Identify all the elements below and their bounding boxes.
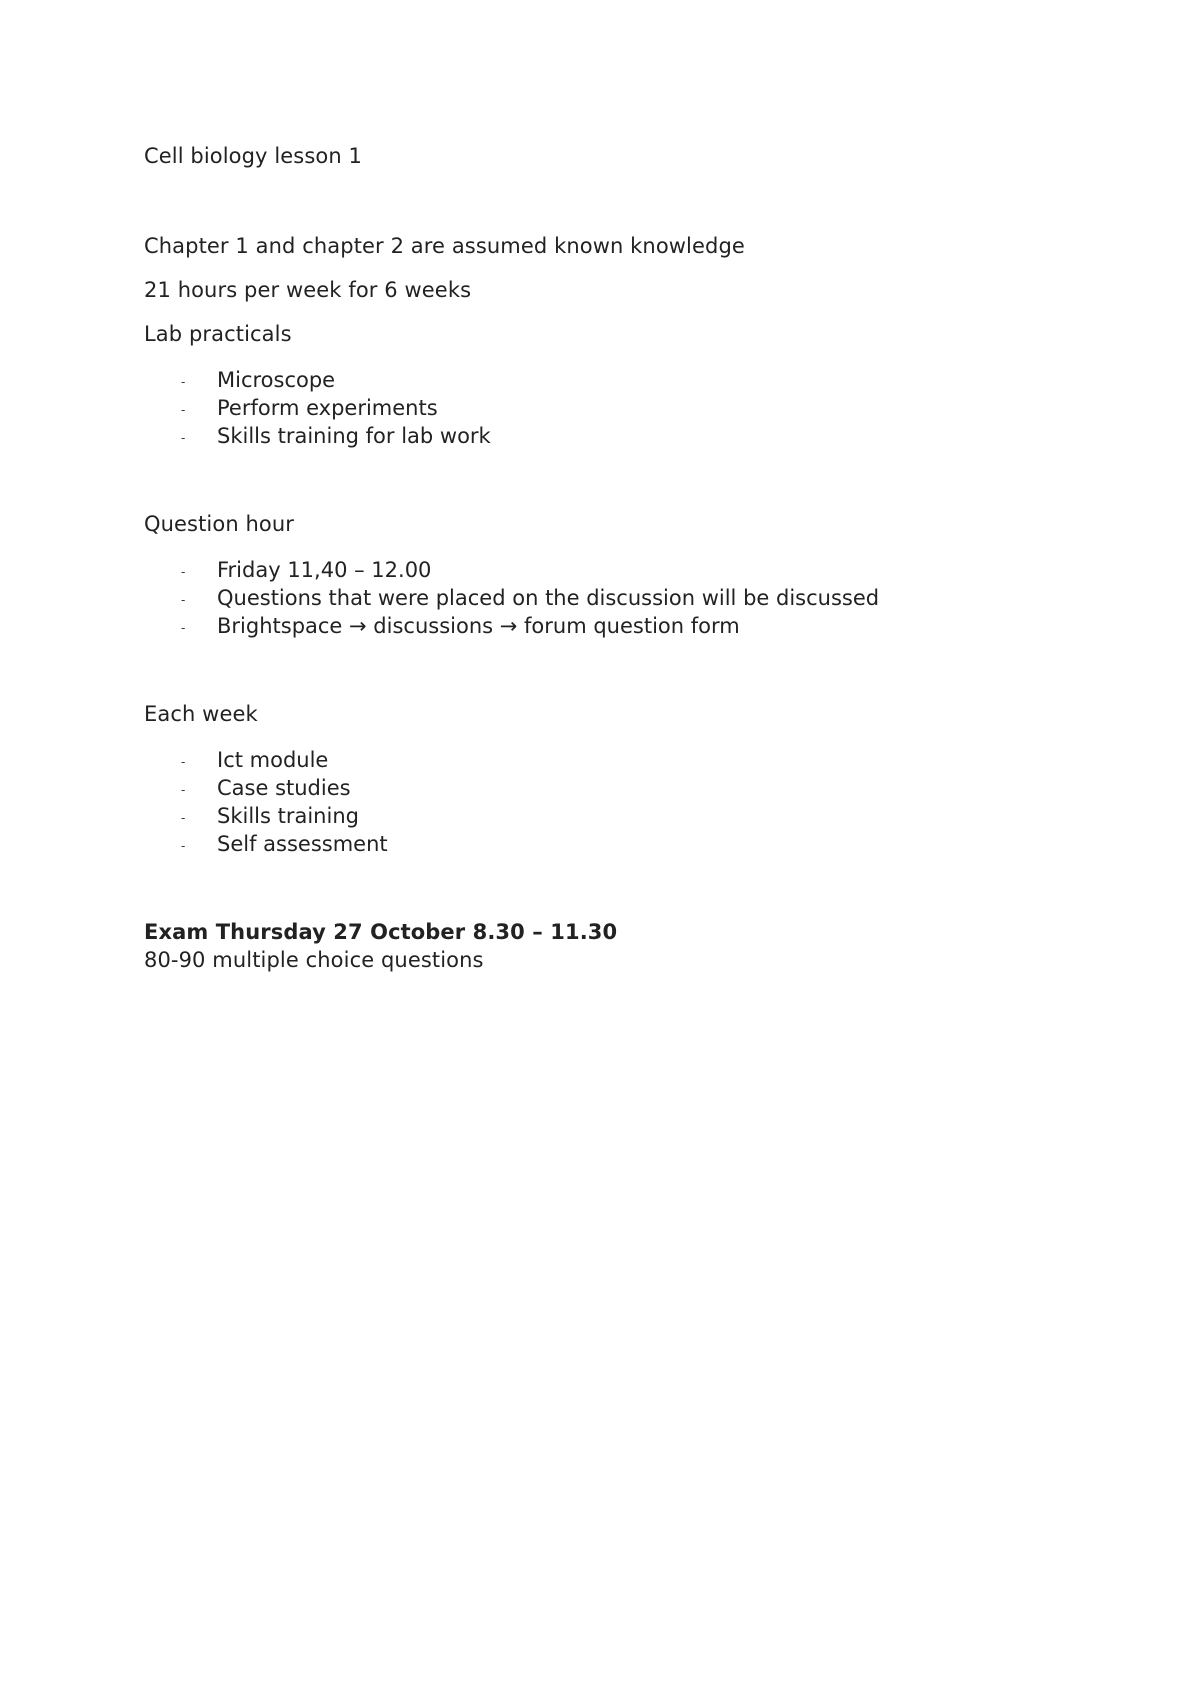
list-item-text: Microscope [217, 368, 336, 392]
bullet-marker: - [181, 593, 186, 607]
bullet-marker: - [181, 755, 186, 769]
bullet-marker: - [181, 783, 186, 797]
list-item-text: Perform experiments [217, 396, 438, 420]
list-item-text: Case studies [217, 776, 351, 800]
list-item-text: Questions that were placed on the discussion will be discussed [217, 586, 880, 610]
list-item-text: Self assessment [217, 832, 388, 856]
section-heading-lab-practicals: Lab practicals [144, 322, 292, 346]
exam-heading: Exam Thursday 27 October 8.30 – 11.30 [144, 920, 618, 944]
intro-line-chapters: Chapter 1 and chapter 2 are assumed known knowledge [144, 234, 745, 258]
bullet-marker: - [181, 403, 186, 417]
list-item-text: Brightspace → discussions → forum question form [217, 614, 740, 638]
bullet-marker: - [181, 565, 186, 579]
list-item-text: Skills training [217, 804, 359, 828]
document-title: Cell biology lesson 1 [144, 144, 362, 168]
bullet-marker: - [181, 811, 186, 825]
exam-detail: 80-90 multiple choice questions [144, 948, 484, 972]
bullet-marker: - [181, 839, 186, 853]
intro-line-hours: 21 hours per week for 6 weeks [144, 278, 472, 302]
bullet-marker: - [181, 431, 186, 445]
section-heading-each-week: Each week [144, 702, 258, 726]
bullet-marker: - [181, 621, 186, 635]
list-item-text: Friday 11,40 – 12.00 [217, 558, 432, 582]
list-item-text: Skills training for lab work [217, 424, 491, 448]
bullet-marker: - [181, 375, 186, 389]
section-heading-question-hour: Question hour [144, 512, 295, 536]
list-item-text: Ict module [217, 748, 329, 772]
